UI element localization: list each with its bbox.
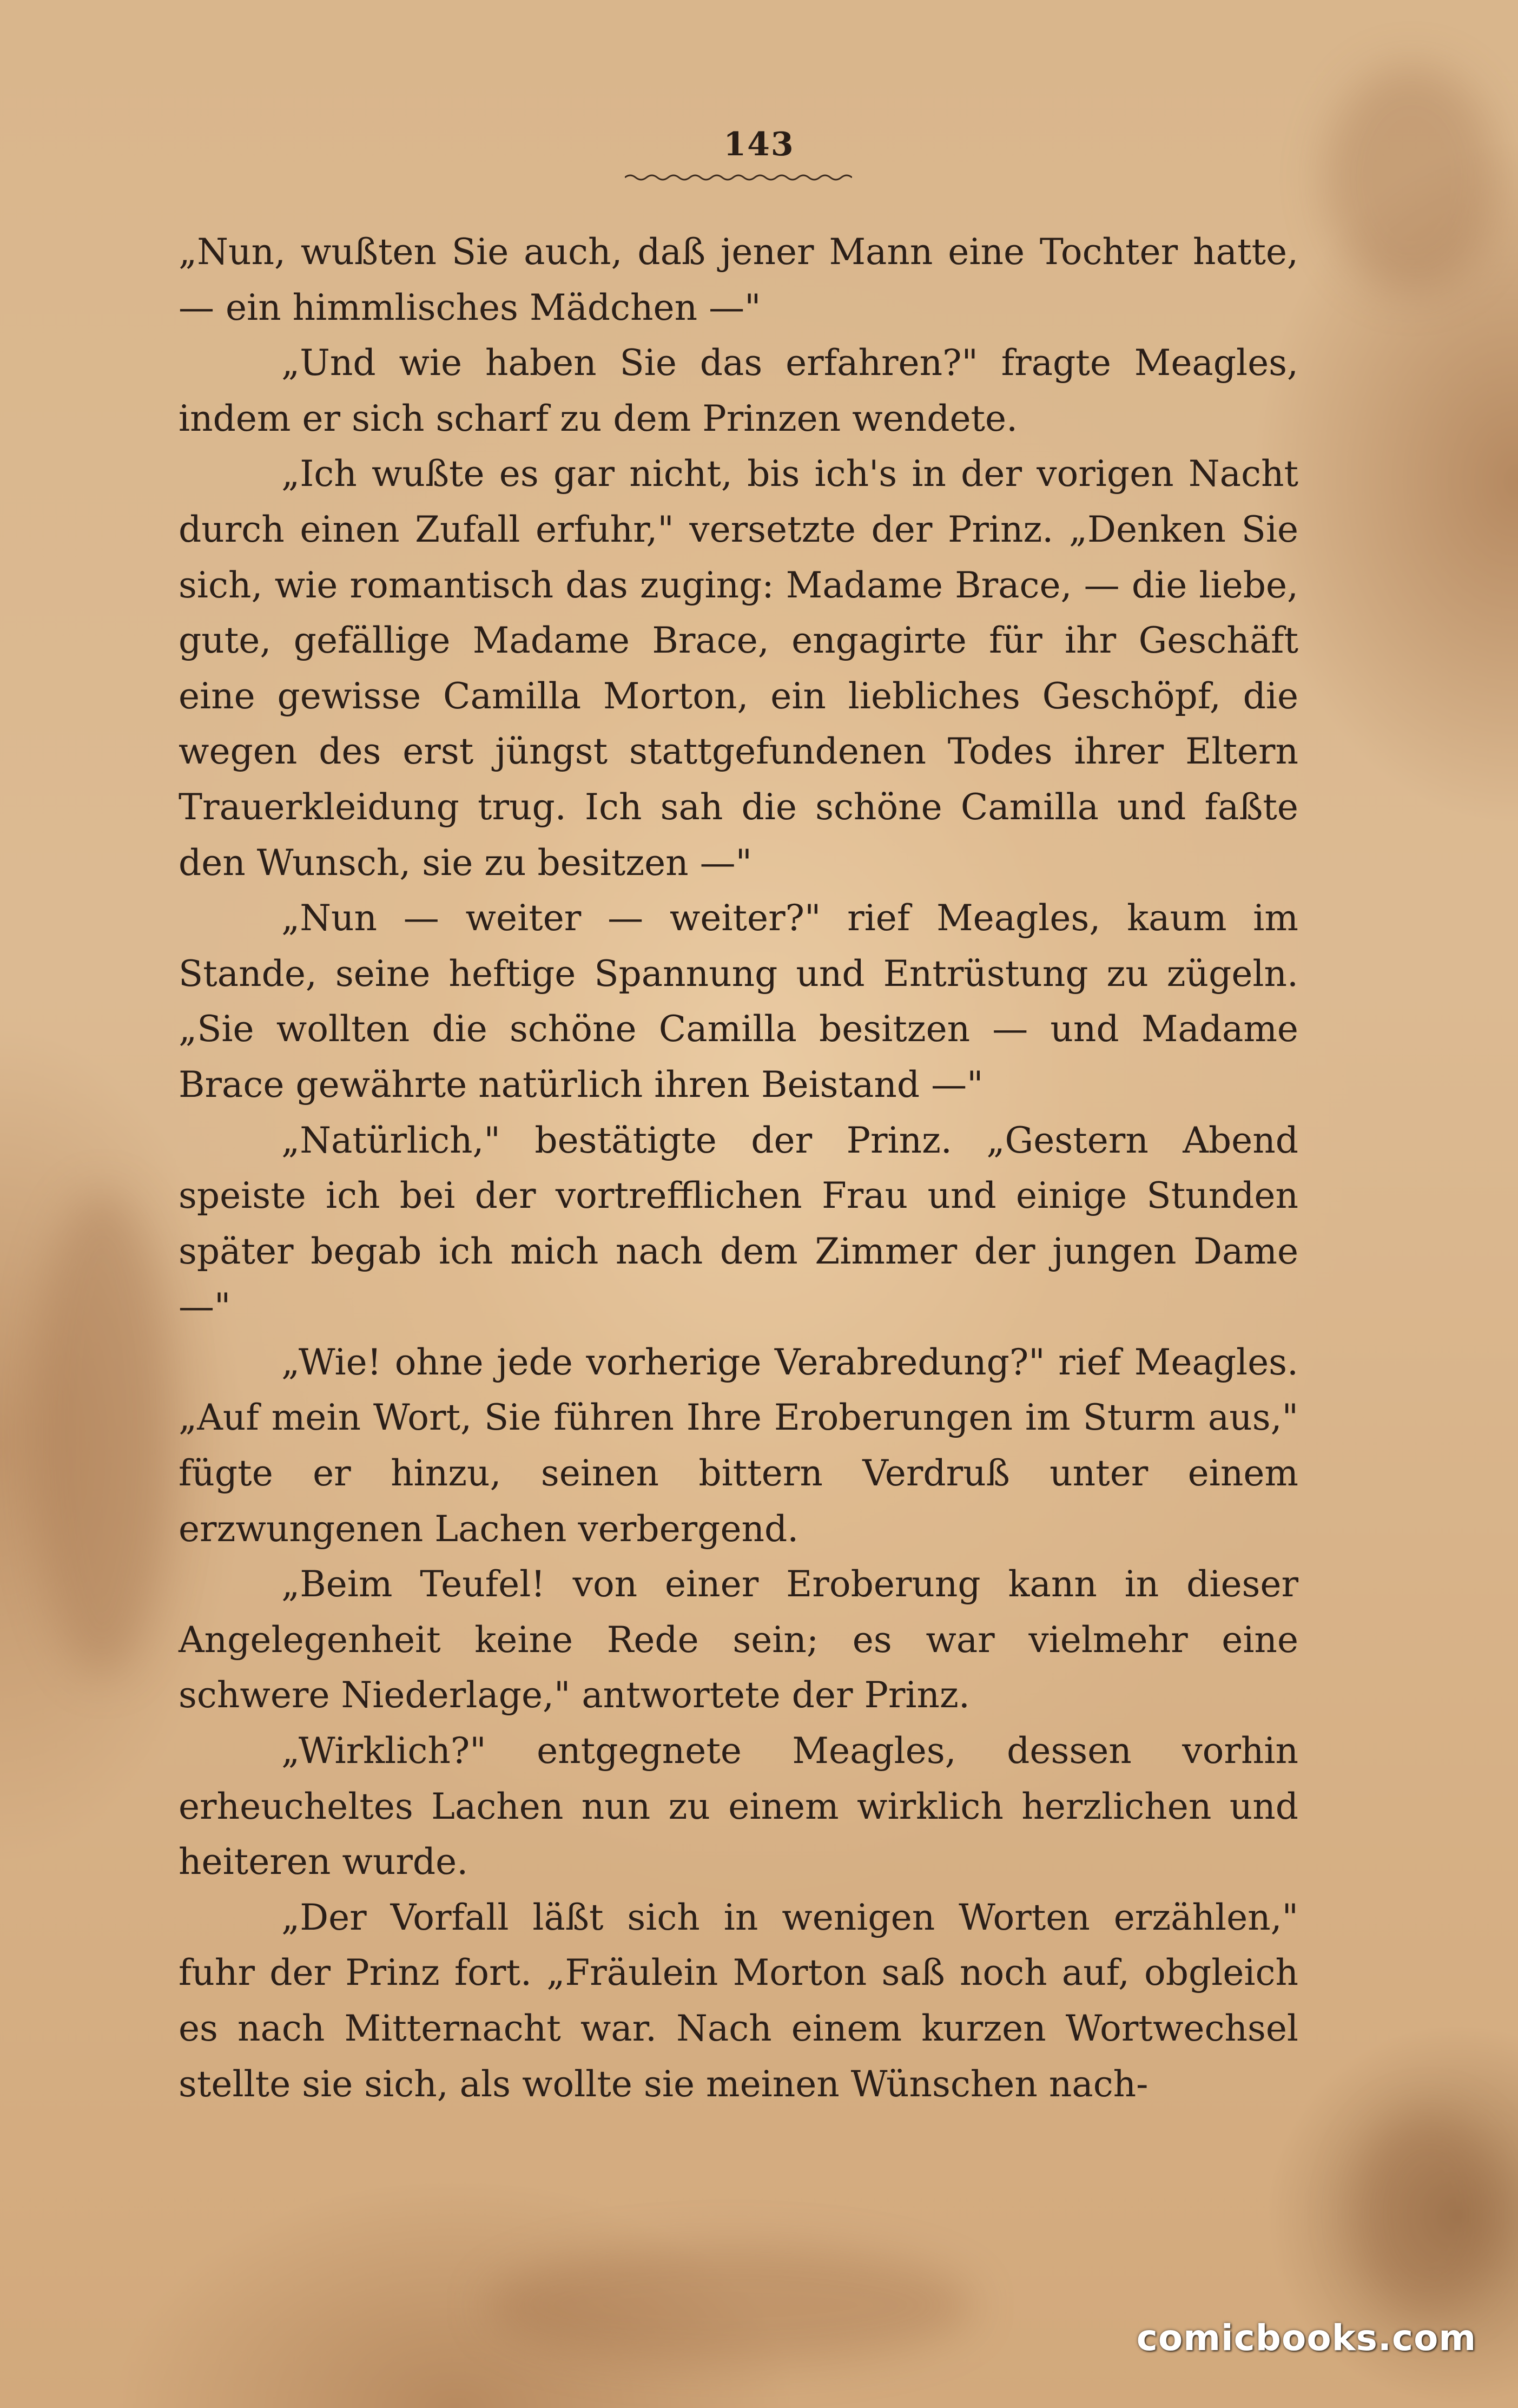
paragraph: „Wie! ohne jede vorherige Verabredung?" rief Meagles. „Auf mein Wort, Sie führen Ihre Eroberungen im Sturm aus," fügte er hinzu, seinen bittern Verdruß unter einem erzwungenen Lachen verbergend.	[179, 1341, 1298, 1550]
paragraph: „Und wie haben Sie das erfahren?" fragte Meagles, indem er sich scharf zu dem Prinzen wendete.	[179, 342, 1298, 439]
paragraph: „Nun — weiter — weiter?" rief Meagles, kaum im Stande, seine heftige Spannung und Entrüstung zu zügeln. „Sie wollten die schöne Camilla besitzen — und Madame Brace gewährte natürlich ihren Beistand —"	[179, 897, 1298, 1106]
paper-stain	[1352, 2110, 1504, 2316]
paper-stain	[1325, 65, 1499, 292]
paragraph: „Wirklich?" entgegnete Meagles, dessen vorhin erheucheltes Lachen nun zu einem wirklich herzlichen und heiteren wurde.	[179, 1730, 1298, 1883]
paragraph: „Nun, wußten Sie auch, daß jener Mann eine Tochter hatte, — ein himmlisches Mädchen —"	[179, 231, 1298, 328]
paragraph: „Ich wußte es gar nicht, bis ich's in der vorigen Nacht durch einen Zufall erfuhr," versetzte der Prinz. „Denken Sie sich, wie romantisch das zuging: Madame Brace, — die liebe, gute, gefällige Madame Brace, engagirte für ihr Geschäft eine gewisse Camilla Morton, ein liebliches Geschöpf, die wegen des erst jüngst stattgefundenen Todes ihrer Eltern Trauerkleidung trug. Ich sah die schöne Camilla und faßte den Wunsch, sie zu besitzen —"	[179, 453, 1298, 884]
paragraph: „Beim Teufel! von einer Eroberung kann in dieser Angelegenheit keine Rede sein; es war vielmehr eine schwere Niederlage," antwortete der Prinz.	[179, 1563, 1298, 1716]
paragraph: „Natürlich," bestätigte der Prinz. „Gestern Abend speiste ich bei der vortrefflichen Frau und einige Stunden später begab ich mich nach dem Zimmer der jungen Dame —"	[179, 1119, 1298, 1328]
paper-stain	[32, 1190, 173, 1677]
site-watermark: comicbooks.com	[1136, 2317, 1477, 2359]
paper-stain	[487, 2246, 974, 2365]
header-ornament	[625, 172, 852, 183]
paragraph: „Der Vorfall läßt sich in wenigen Worten erzählen," fuhr der Prinz fort. „Fräulein Morton saß noch auf, obgleich es nach Mitternacht war. Nach einem kurzen Wortwechsel stellte sie sich, als wollte sie meinen Wünschen nach-	[179, 1896, 1298, 2105]
page-number: 143	[723, 126, 795, 163]
page-body-text	[179, 225, 1298, 2112]
